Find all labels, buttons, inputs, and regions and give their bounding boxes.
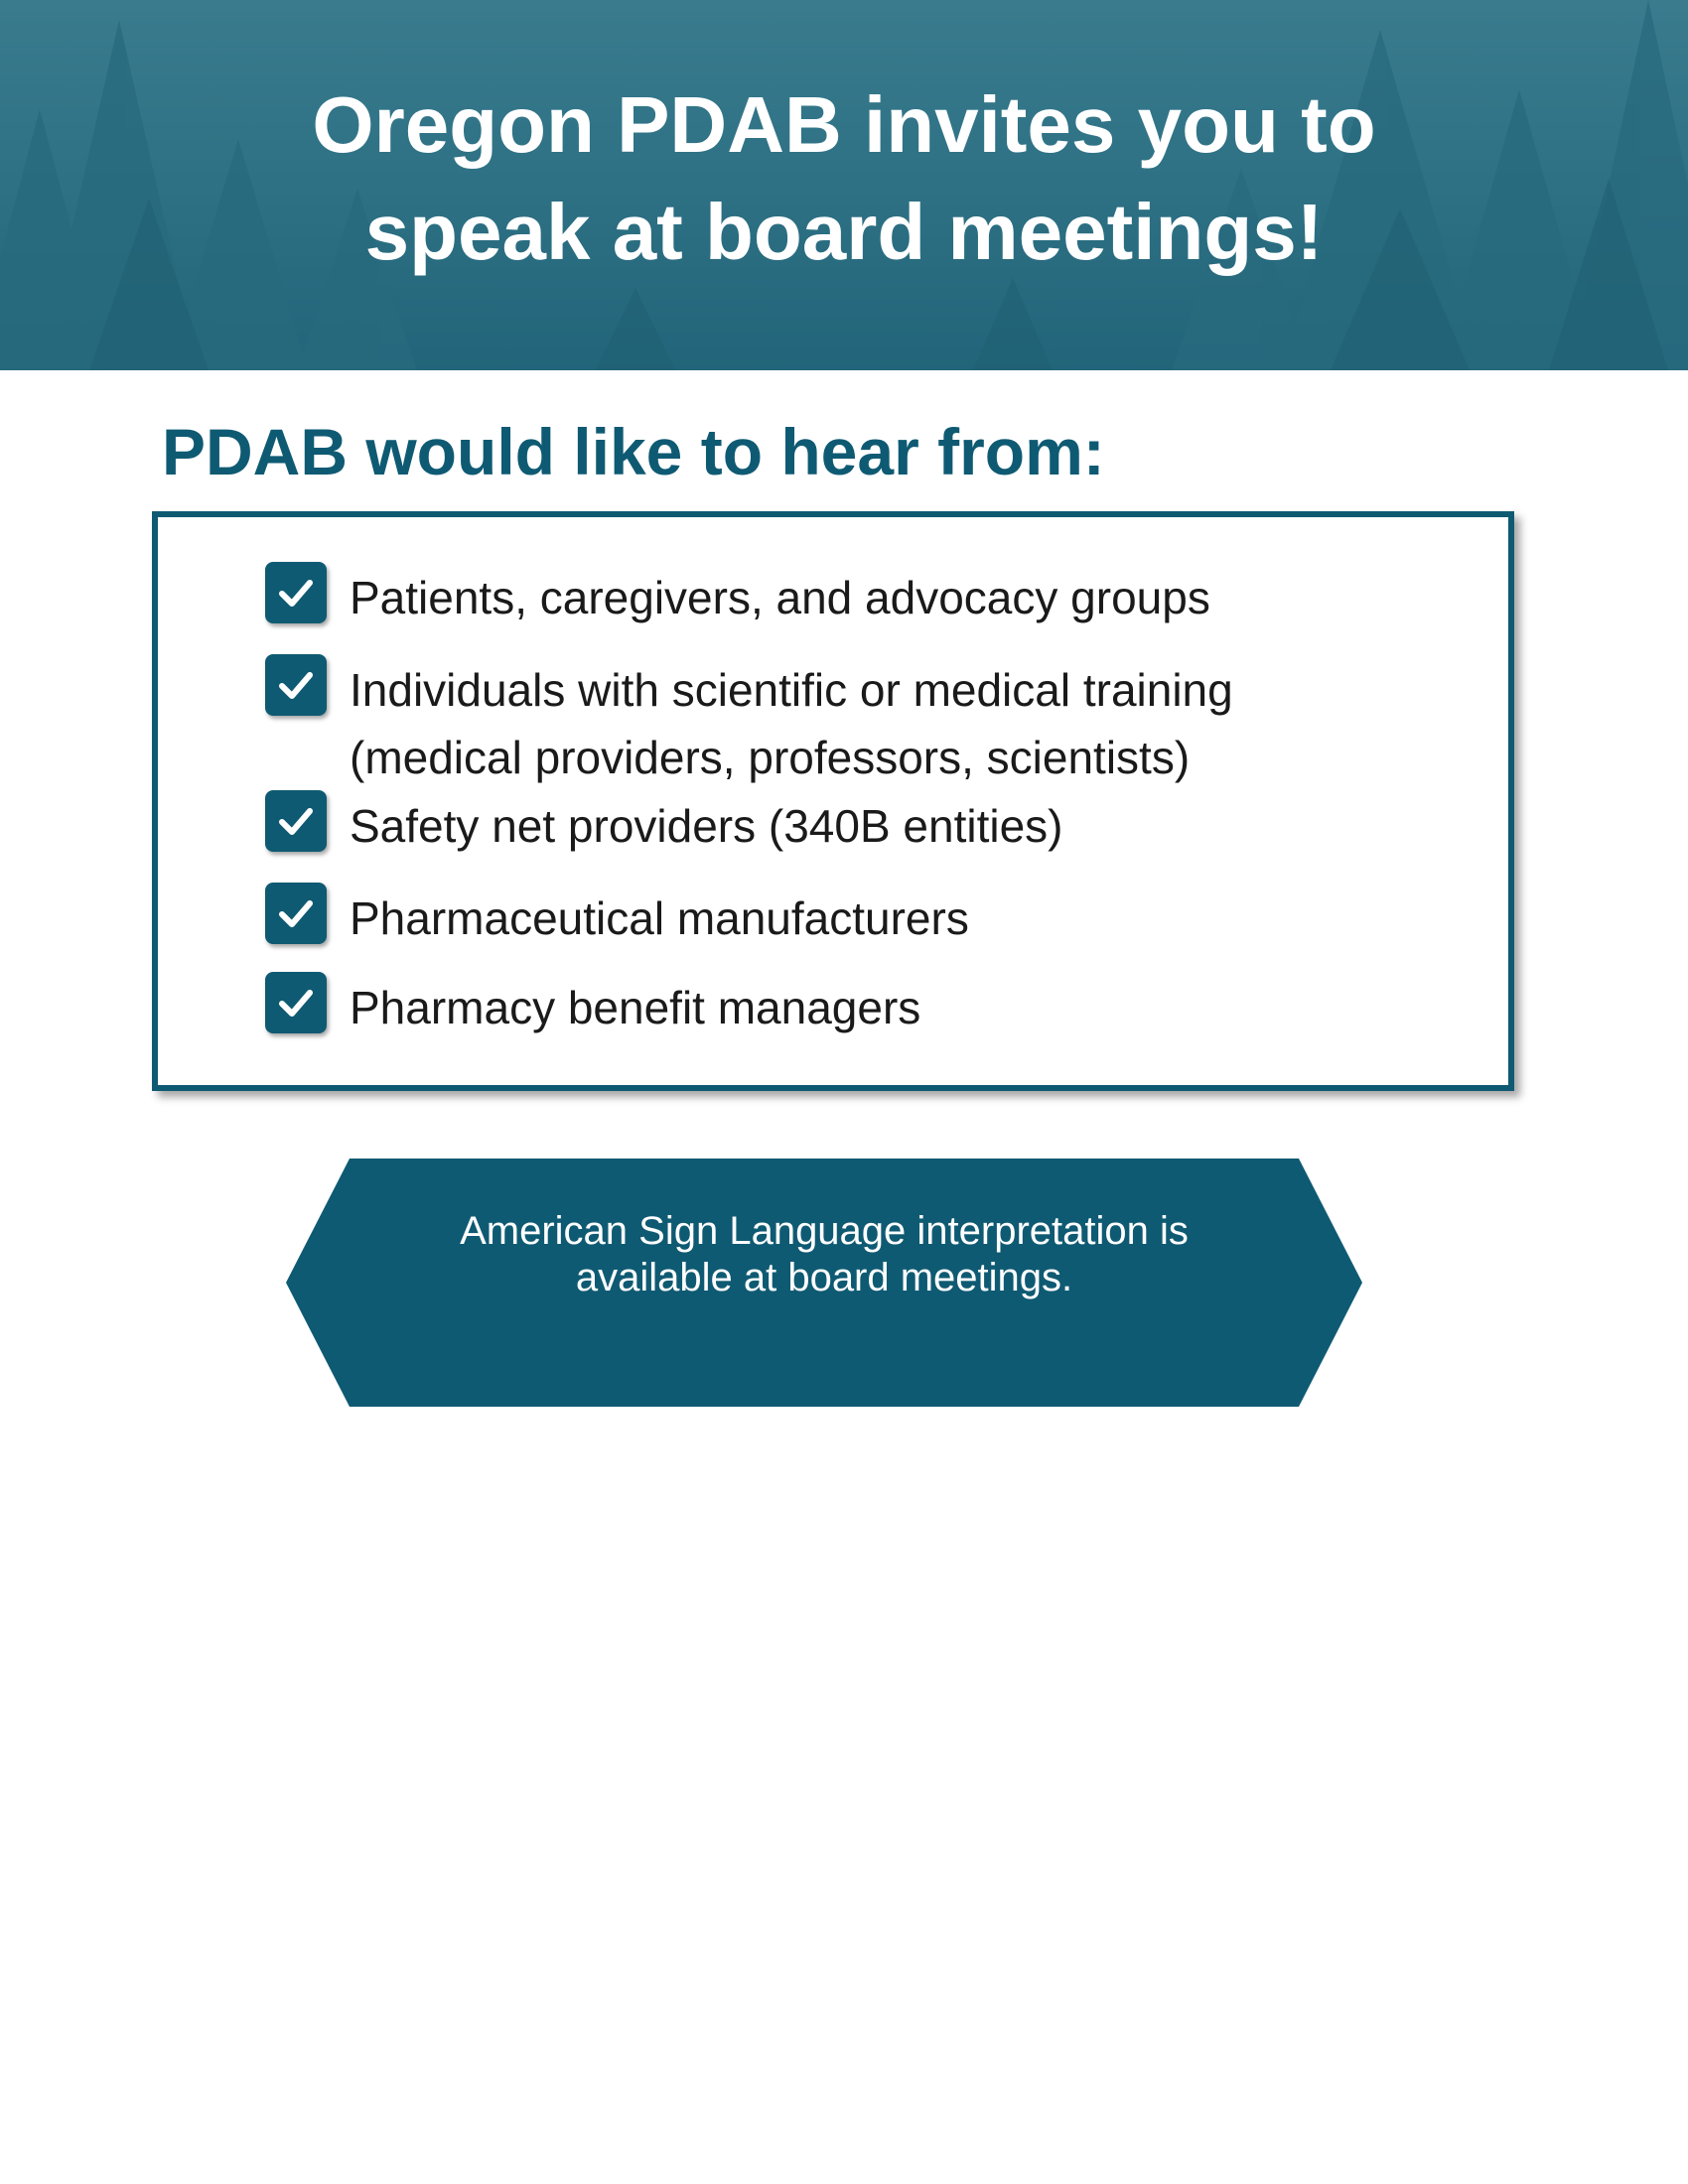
page-title-line-2: speak at board meetings! xyxy=(364,188,1324,276)
page-title-line-1: Oregon PDAB invites you to xyxy=(312,80,1376,169)
header-banner xyxy=(0,0,1688,370)
audience-list-box xyxy=(152,511,1514,1091)
list-item-label: Safety net providers (340B entities) xyxy=(350,800,1063,852)
asl-notice-banner xyxy=(286,1159,1362,1407)
page-title xyxy=(0,71,1688,286)
list-item-label: Patients, caregivers, and advocacy groups xyxy=(350,572,1210,623)
checkmark-icon xyxy=(265,972,327,1033)
checkmark-icon xyxy=(265,562,327,623)
asl-notice-line-2: available at board meetings. xyxy=(575,1256,1073,1299)
list-item-label: Pharmaceutical manufacturers xyxy=(350,892,969,944)
checkmark-icon xyxy=(265,654,327,716)
list-item-label: Pharmacy benefit managers xyxy=(350,982,921,1033)
checkmark-icon xyxy=(265,790,327,852)
asl-notice-line-1: American Sign Language interpretation is xyxy=(460,1209,1189,1253)
section-heading: PDAB would like to hear from: xyxy=(162,415,1105,488)
list-item-label-line-2: (medical providers, professors, scientists) xyxy=(350,732,1191,783)
asl-notice-text xyxy=(286,1208,1362,1301)
list-item-label-line-1: Individuals with scientific or medical training xyxy=(350,664,1233,716)
checkmark-icon xyxy=(265,883,327,944)
list-item-label xyxy=(350,656,1422,791)
